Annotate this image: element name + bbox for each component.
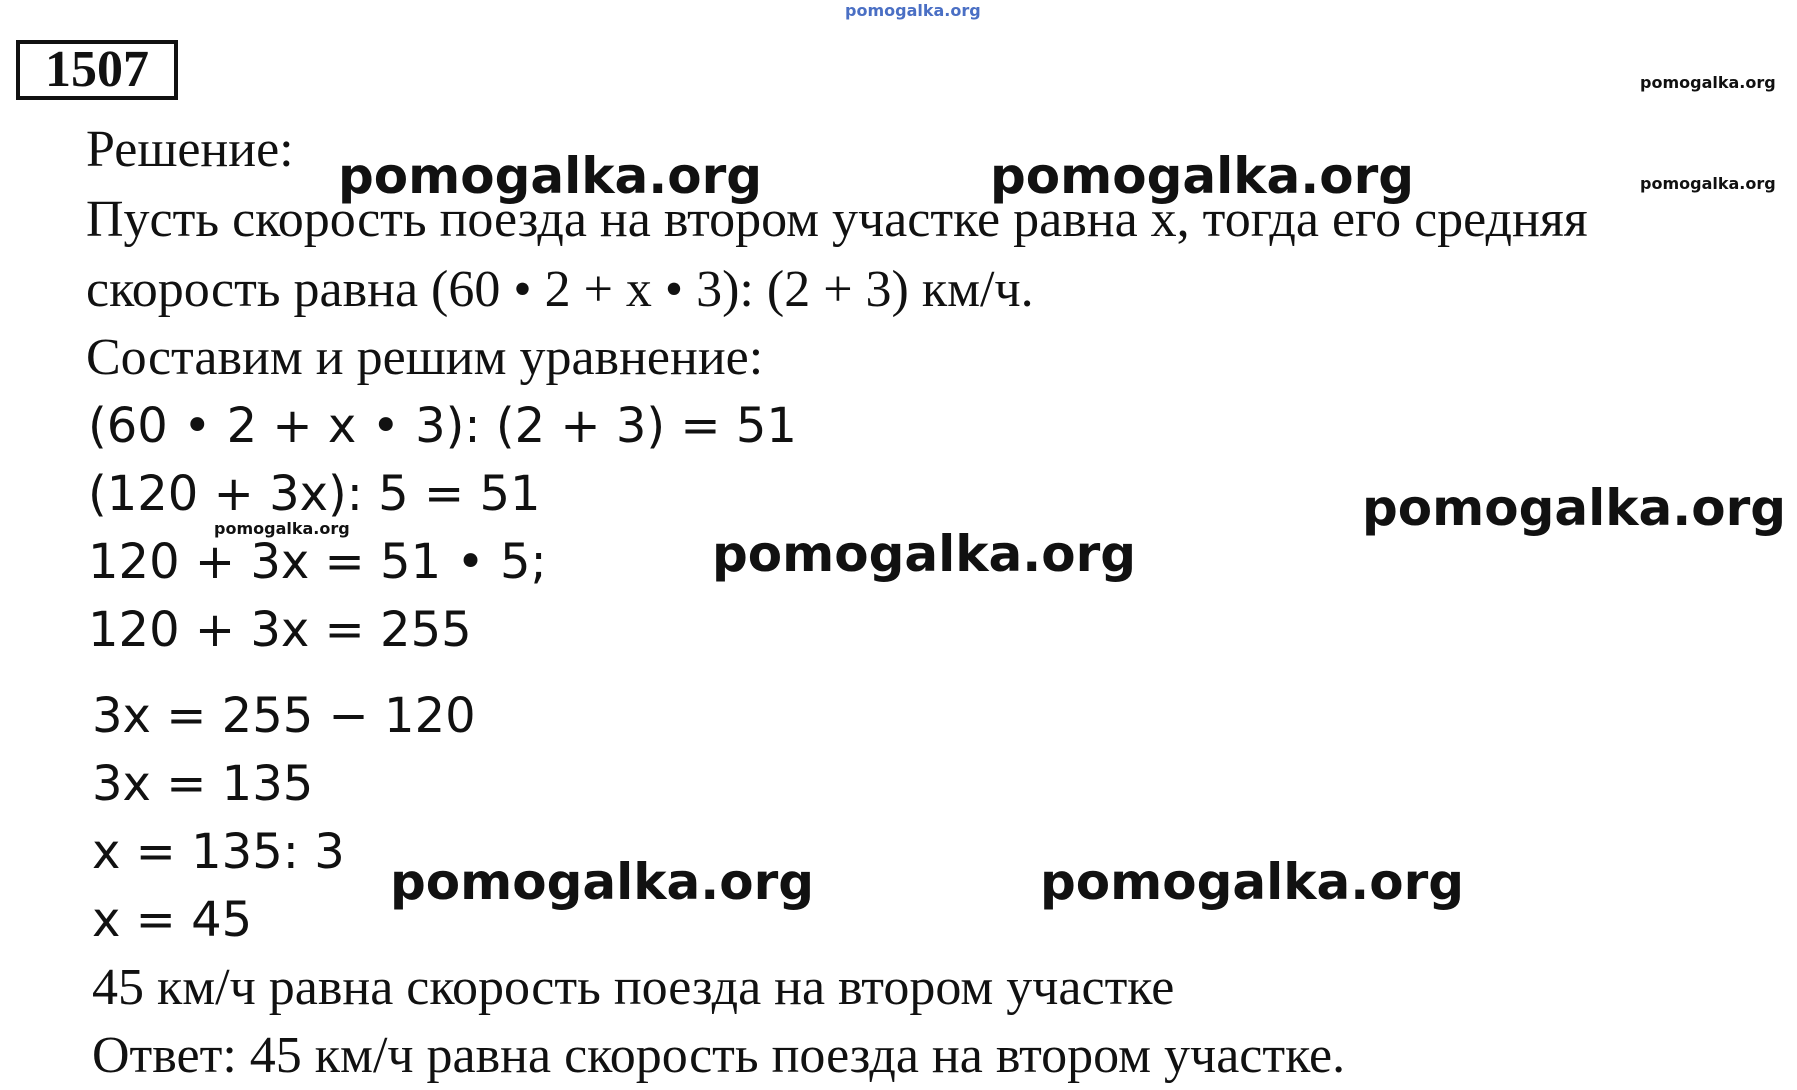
conclusion-line: 45 км/ч равна скорость поезда на втором участке	[92, 959, 1175, 1016]
equation-step-6: 3x = 135	[92, 756, 314, 812]
compose-line: Составим и решим уравнение:	[86, 329, 764, 386]
answer-line: Ответ: 45 км/ч равна скорость поезда на втором участке.	[92, 1027, 1346, 1084]
problem-number: 1507	[45, 41, 149, 98]
intro-line-1: Пусть скорость поезда на втором участке равна x, тогда его средняя	[86, 191, 1588, 248]
watermark-big-2: pomogalka.org	[990, 147, 1415, 205]
watermark-big-3: pomogalka.org	[1362, 479, 1787, 537]
intro-line-2: скорость равна (60 • 2 + x • 3): (2 + 3) км/ч.	[86, 261, 1034, 318]
watermark-top: pomogalka.org	[845, 1, 981, 20]
equation-step-4: 120 + 3x = 255	[88, 602, 472, 658]
watermark-small-3: pomogalka.org	[214, 519, 350, 538]
equation-step-2: (120 + 3x): 5 = 51	[88, 466, 541, 522]
watermark-big-6: pomogalka.org	[1040, 853, 1465, 911]
watermark-big-4: pomogalka.org	[712, 525, 1137, 583]
watermark-small-1: pomogalka.org	[1640, 73, 1776, 92]
equation-step-5: 3x = 255 − 120	[92, 688, 476, 744]
watermark-big-5: pomogalka.org	[390, 853, 815, 911]
equation-step-7: x = 135: 3	[92, 824, 345, 880]
equation-step-8: x = 45	[92, 892, 253, 948]
equation-step-3: 120 + 3x = 51 • 5;	[88, 534, 547, 590]
watermark-big-1: pomogalka.org	[338, 147, 763, 205]
watermark-small-2: pomogalka.org	[1640, 174, 1776, 193]
equation-step-1: (60 • 2 + x • 3): (2 + 3) = 51	[88, 398, 797, 454]
solution-heading: Решение:	[86, 121, 294, 178]
problem-number-box	[16, 40, 178, 100]
